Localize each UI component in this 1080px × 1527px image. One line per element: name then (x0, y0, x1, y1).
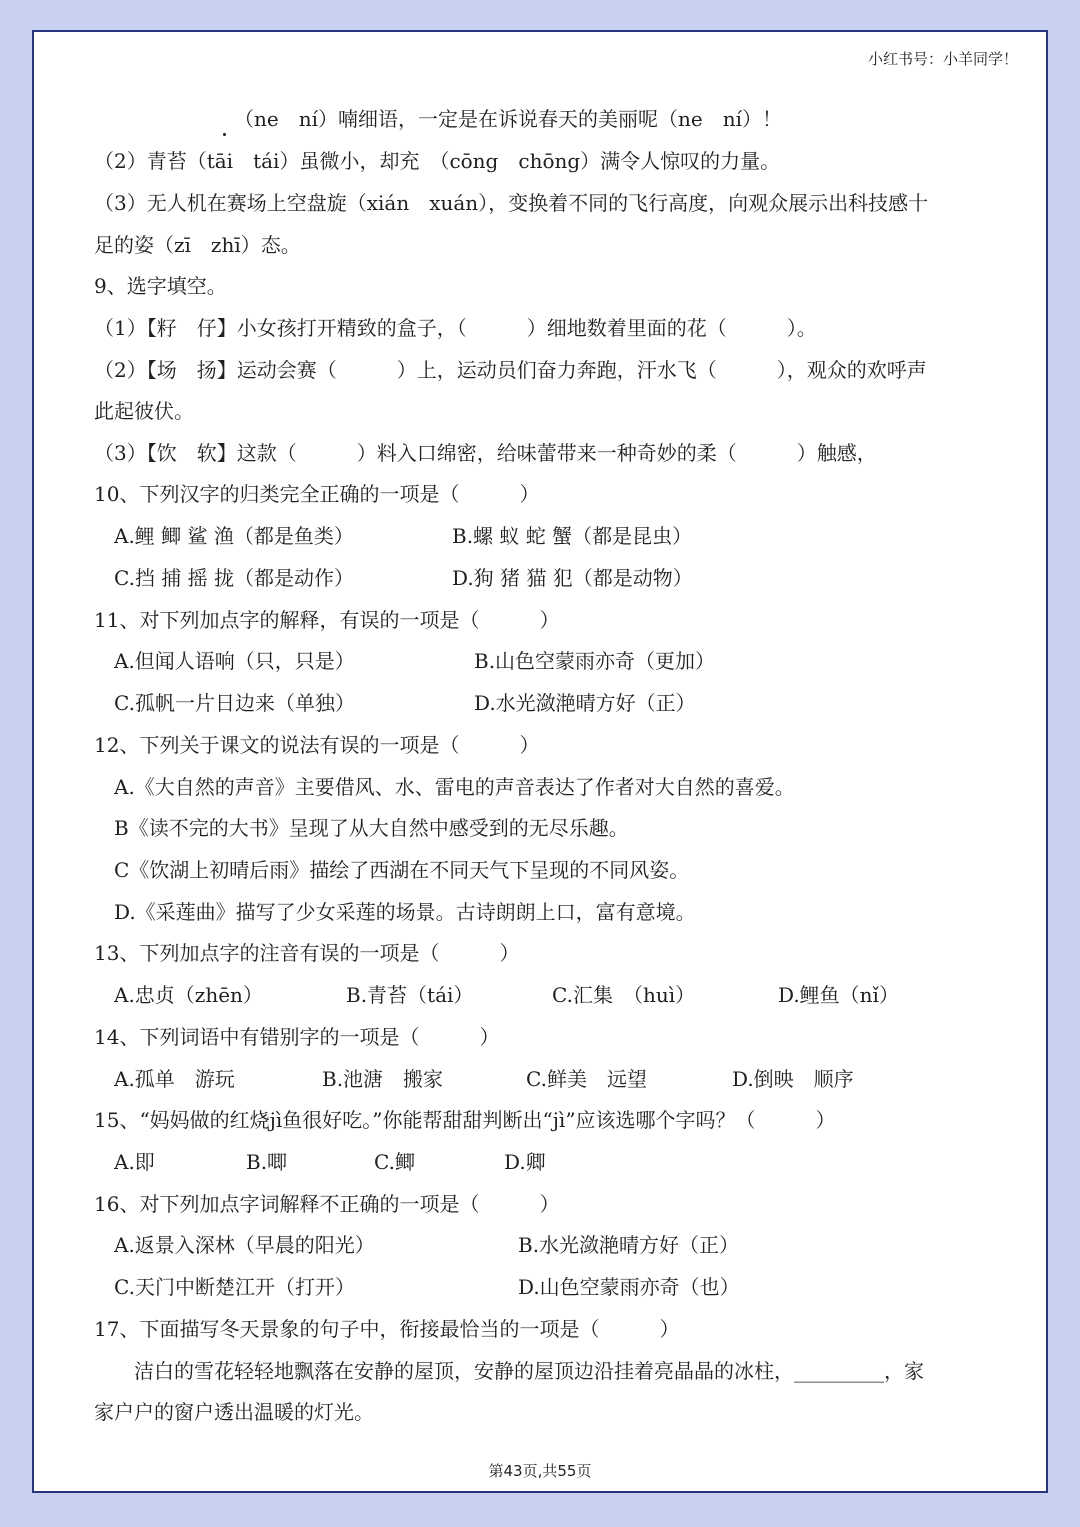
passage-text: 洁白的雪花轻轻地飘落在安静的屋顶，安静的屋顶边沿挂着亮晶晶的冰柱，_________，家 (134, 1359, 924, 1383)
option-c: C《饮湖上初晴后雨》描绘了西湖在不同天气下呈现的不同风姿。 (114, 858, 690, 882)
document-page (32, 30, 1048, 1493)
option-c: C.汇集 （huì） (552, 983, 696, 1007)
question-15-title: 15、“妈妈做的红烧jì鱼很好吃。”你能帮甜甜判断出“jì”应该选哪个字吗？（ ） (94, 1108, 836, 1132)
page-footer: 第43页,共55页 (488, 1462, 592, 1480)
option-a: A.《大自然的声音》主要借风、水、雷电的声音表达了作者对大自然的喜爱。 (114, 775, 795, 799)
option-b: B.唧 (246, 1150, 288, 1174)
passage-text: 家户户的窗户透出温暖的灯光。 (94, 1400, 374, 1424)
option-c: C.鲫 (374, 1150, 415, 1174)
question-11-title: 11、对下列加点字的解释，有误的一项是（ ） (94, 608, 560, 632)
text-line: 足的姿（zī zhī）态。 (94, 233, 301, 257)
option-c: C.天门中断楚江开（打开） (114, 1275, 355, 1299)
option-b: B《读不完的大书》呈现了从大自然中感受到的无尽乐趣。 (114, 816, 629, 840)
option-b: B.青苔（tái） (346, 983, 474, 1007)
option-d: D.狗 猪 猫 犯（都是动物） (452, 566, 693, 590)
option-d: D.鲤鱼（nǐ） (778, 983, 899, 1007)
option-d: D.卿 (504, 1150, 546, 1174)
option-d: D.倒映 顺序 (732, 1067, 854, 1091)
text-line: （1）【籽 仔】小女孩打开精致的盒子，（ ）细地数着里面的花（ ）。 (94, 316, 817, 340)
option-c: C.挡 捕 摇 拢（都是动作） (114, 566, 355, 590)
option-b: B.池溏 搬家 (322, 1067, 444, 1091)
text-line: （ne ní）喃细语，一定是在诉说春天的美丽呢（ne ní）！ (234, 107, 782, 131)
text-line: （2）青苔（tāi tái）虽微小，却充 （cōng chōng）满令人惊叹的力量。 (94, 149, 781, 173)
option-b: B.螺 蚁 蛇 蟹（都是昆虫） (452, 524, 693, 548)
question-16-title: 16、对下列加点字词解释不正确的一项是（ ） (94, 1192, 560, 1216)
question-14-title: 14、下列词语中有错别字的一项是（ ） (94, 1025, 500, 1049)
text-line: （2）【场 扬】运动会赛（ ）上，运动员们奋力奔跑，汗水飞（ ），观众的欢呼声 (94, 358, 927, 382)
page-header: 小红书号：小羊同学！ (867, 50, 1018, 68)
question-12-title: 12、下列关于课文的说法有误的一项是（ ） (94, 733, 540, 757)
option-a: A.鲤 鲫 鲨 渔（都是鱼类） (114, 524, 354, 548)
option-c: C.鲜美 远望 (526, 1067, 647, 1091)
option-b: B.水光潋滟晴方好（正） (518, 1233, 740, 1257)
option-d: D.《采莲曲》描写了少女采莲的场景。古诗朗朗上口，富有意境。 (114, 900, 696, 924)
question-10-title: 10、下列汉字的归类完全正确的一项是（ ） (94, 482, 540, 506)
emphasis-dot (223, 133, 226, 136)
option-b: B.山色空蒙雨亦奇（更加） (474, 649, 716, 673)
option-a: A.忠贞（zhēn） (114, 983, 263, 1007)
option-a: A.返景入深林（早晨的阳光） (114, 1233, 375, 1257)
question-9-title: 9、选字填空。 (94, 274, 227, 298)
option-a: A.即 (114, 1150, 155, 1174)
text-line: 此起彼伏。 (94, 399, 194, 423)
option-a: A.孤单 游玩 (114, 1067, 235, 1091)
option-d: D.山色空蒙雨亦奇（也） (518, 1275, 740, 1299)
option-c: C.孤帆一片日边来（单独） (114, 691, 355, 715)
option-d: D.水光潋滟晴方好（正） (474, 691, 696, 715)
question-13-title: 13、下列加点字的注音有误的一项是（ ） (94, 941, 520, 965)
text-line: （3）无人机在赛场上空盘旋（xián xuán），变换着不同的飞行高度，向观众展示出科技感十 (94, 191, 929, 215)
option-a: A.但闻人语响（只，只是） (114, 649, 355, 673)
text-line: （3）【饮 软】这款（ ）料入口绵密，给味蕾带来一种奇妙的柔（ ）触感， (94, 441, 877, 465)
question-17-title: 17、下面描写冬天景象的句子中，衔接最恰当的一项是（ ） (94, 1317, 680, 1341)
